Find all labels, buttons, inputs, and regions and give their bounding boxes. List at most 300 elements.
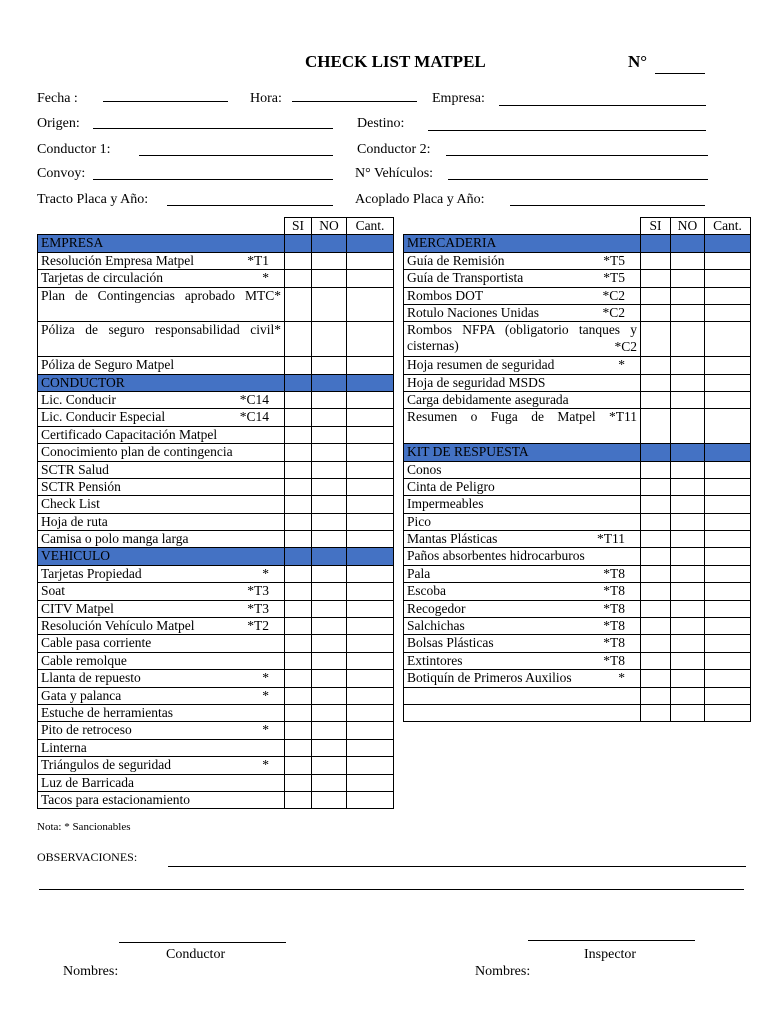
si-checkbox-cell[interactable] (641, 478, 671, 495)
item-cell (38, 426, 285, 443)
item-label: Pito de retroceso (41, 722, 132, 738)
si-checkbox-cell[interactable] (285, 461, 312, 478)
si-checkbox-cell[interactable] (285, 757, 312, 774)
no-checkbox-cell[interactable] (312, 270, 347, 287)
cant-input-cell[interactable] (705, 252, 751, 269)
no-checkbox-cell[interactable] (671, 565, 705, 582)
nota-text: Nota: * Sancionables (37, 821, 131, 833)
cant-input-cell[interactable] (705, 391, 751, 408)
item-label: Escoba (407, 583, 446, 599)
si-checkbox-cell[interactable] (641, 304, 671, 321)
cant-input-cell[interactable] (347, 635, 394, 652)
no-checkbox-cell[interactable] (312, 444, 347, 461)
item-code: * (618, 357, 625, 373)
item-label: Soat (41, 583, 66, 599)
table-row (38, 270, 394, 287)
conductor-signature-line[interactable] (119, 942, 286, 943)
table-row (404, 357, 751, 374)
si-checkbox-cell[interactable] (285, 409, 312, 426)
item-label: Carga debidamente asegurada (407, 391, 569, 407)
cant-input-cell[interactable] (705, 583, 751, 600)
item-cell (38, 757, 285, 774)
section-cell (705, 235, 751, 252)
table-row (38, 687, 394, 704)
item-cell (404, 287, 641, 304)
item-cell (38, 600, 285, 617)
table-row (404, 670, 751, 687)
item-label: Plan de Contingencias aprobado MTC* (41, 287, 281, 303)
vehiculos-field[interactable] (448, 179, 708, 180)
table-row (404, 652, 751, 669)
no-checkbox-cell[interactable] (312, 461, 347, 478)
no-checkbox-cell[interactable] (312, 565, 347, 582)
no-checkbox-cell[interactable] (312, 757, 347, 774)
tracto-field[interactable] (167, 205, 333, 206)
cant-input-cell[interactable] (347, 357, 394, 374)
si-checkbox-cell[interactable] (641, 357, 671, 374)
section-cell (671, 444, 705, 461)
si-checkbox-cell[interactable] (285, 270, 312, 287)
item-cell (38, 513, 285, 530)
section-cell (641, 444, 671, 461)
no-checkbox-cell[interactable] (312, 600, 347, 617)
no-checkbox-cell[interactable] (671, 409, 705, 444)
cant-input-cell[interactable] (347, 270, 394, 287)
cant-input-cell[interactable] (705, 357, 751, 374)
item-label: Tarjetas Propiedad (41, 565, 142, 581)
item-cell (404, 618, 641, 635)
item-cell (38, 322, 285, 357)
no-checkbox-cell[interactable] (671, 287, 705, 304)
no-checkbox-cell[interactable] (312, 252, 347, 269)
table-row (38, 600, 394, 617)
no-checkbox-cell[interactable] (312, 513, 347, 530)
si-checkbox-cell[interactable] (641, 322, 671, 357)
cant-input-cell[interactable] (705, 618, 751, 635)
si-checkbox-cell[interactable] (285, 322, 312, 357)
item-label: Conocimiento plan de contingencia (41, 444, 233, 460)
cant-input-cell[interactable] (347, 426, 394, 443)
cant-input-cell[interactable] (347, 791, 394, 808)
si-checkbox-cell[interactable] (641, 548, 671, 565)
si-checkbox-cell[interactable] (641, 461, 671, 478)
table-row (38, 670, 394, 687)
item-code: *C2 (602, 287, 625, 303)
si-checkbox-cell[interactable] (641, 635, 671, 652)
fecha-field[interactable] (103, 101, 228, 102)
no-checkbox-cell[interactable] (671, 652, 705, 669)
no-checkbox-cell[interactable] (671, 252, 705, 269)
conductor1-field[interactable] (139, 155, 333, 156)
si-checkbox-cell[interactable] (285, 652, 312, 669)
item-code: *T3 (247, 600, 269, 616)
si-checkbox-cell[interactable] (641, 270, 671, 287)
item-label: Pico (407, 513, 432, 529)
item-cell (404, 409, 641, 444)
no-checkbox-cell[interactable] (312, 391, 347, 408)
cant-input-cell[interactable] (705, 704, 751, 721)
si-checkbox-cell[interactable] (641, 409, 671, 444)
si-checkbox-cell[interactable] (641, 391, 671, 408)
column-header-si: SI (285, 218, 312, 235)
table-row (38, 322, 394, 357)
si-checkbox-cell[interactable] (285, 565, 312, 582)
item-label: Póliza de seguro responsabilidad civil* (41, 322, 281, 338)
checklist-table-right (403, 217, 751, 722)
no-checkbox-cell[interactable] (671, 635, 705, 652)
section-title: KIT DE RESPUESTA (404, 444, 641, 461)
no-checkbox-cell[interactable] (671, 270, 705, 287)
si-checkbox-cell[interactable] (285, 391, 312, 408)
si-checkbox-cell[interactable] (285, 704, 312, 721)
cant-input-cell[interactable] (347, 322, 394, 357)
acoplado-field[interactable] (510, 205, 705, 206)
item-cell (404, 391, 641, 408)
si-checkbox-cell[interactable] (641, 531, 671, 548)
no-checkbox-cell[interactable] (671, 548, 705, 565)
si-checkbox-cell[interactable] (285, 739, 312, 756)
item-code: *C14 (239, 409, 269, 425)
item-code: *T8 (603, 635, 625, 651)
table-row (38, 791, 394, 808)
item-cell (404, 583, 641, 600)
table-row (404, 531, 751, 548)
si-checkbox-cell[interactable] (285, 252, 312, 269)
item-label: Check List (41, 496, 100, 512)
observaciones-label: OBSERVACIONES: (37, 850, 138, 864)
si-checkbox-cell[interactable] (285, 687, 312, 704)
item-label: Cable pasa corriente (41, 635, 152, 651)
item-label: Cinta de Peligro (407, 478, 495, 494)
item-cell (404, 478, 641, 495)
column-header-cant: Cant. (347, 218, 394, 235)
no-checkbox-cell[interactable] (312, 322, 347, 357)
cant-input-cell[interactable] (347, 739, 394, 756)
si-checkbox-cell[interactable] (641, 670, 671, 687)
cant-input-cell[interactable] (705, 531, 751, 548)
cant-input-cell[interactable] (347, 600, 394, 617)
cant-input-cell[interactable] (347, 757, 394, 774)
no-checkbox-cell[interactable] (312, 652, 347, 669)
cant-input-cell[interactable] (347, 252, 394, 269)
no-checkbox-cell[interactable] (312, 687, 347, 704)
item-cell (404, 357, 641, 374)
item-code: *T8 (603, 565, 625, 581)
table-row (38, 635, 394, 652)
item-label: Guía de Transportista (407, 270, 524, 286)
cant-input-cell[interactable] (705, 652, 751, 669)
cant-input-cell[interactable] (347, 704, 394, 721)
table-row (38, 391, 394, 408)
si-checkbox-cell[interactable] (285, 287, 312, 322)
table-row (404, 687, 751, 704)
item-cell (38, 791, 285, 808)
no-checkbox-cell[interactable] (312, 287, 347, 322)
si-checkbox-cell[interactable] (641, 252, 671, 269)
table-row (404, 565, 751, 582)
table-row (404, 409, 751, 444)
item-label: Rotulo Naciones Unidas (407, 304, 539, 320)
si-checkbox-cell[interactable] (285, 635, 312, 652)
table-row (404, 618, 751, 635)
inspector-signature-line[interactable] (528, 940, 695, 941)
cant-input-cell[interactable] (347, 652, 394, 669)
item-cell (38, 391, 285, 408)
item-cell (38, 774, 285, 791)
si-checkbox-cell[interactable] (285, 496, 312, 513)
item-label: Camisa o polo manga larga (41, 531, 189, 547)
si-checkbox-cell[interactable] (641, 583, 671, 600)
no-checkbox-cell[interactable] (671, 687, 705, 704)
no-checkbox-cell[interactable] (671, 357, 705, 374)
item-cell (404, 704, 641, 721)
si-checkbox-cell[interactable] (641, 287, 671, 304)
si-checkbox-cell[interactable] (285, 357, 312, 374)
item-label: Certificado Capacitación Matpel (41, 426, 218, 442)
no-checkbox-cell[interactable] (312, 722, 347, 739)
conductor1-label: Conductor 1: (37, 142, 111, 157)
section-cell (705, 444, 751, 461)
cant-input-cell[interactable] (347, 409, 394, 426)
no-checkbox-cell[interactable] (671, 496, 705, 513)
table-row (38, 496, 394, 513)
cant-input-cell[interactable] (347, 583, 394, 600)
no-checkbox-cell[interactable] (671, 322, 705, 357)
si-checkbox-cell[interactable] (285, 513, 312, 530)
section-cell (312, 374, 347, 391)
section-cell (347, 548, 394, 565)
no-checkbox-cell[interactable] (312, 531, 347, 548)
number-field[interactable] (655, 73, 705, 74)
no-checkbox-cell[interactable] (671, 583, 705, 600)
si-checkbox-cell[interactable] (285, 670, 312, 687)
cant-input-cell[interactable] (347, 565, 394, 582)
si-checkbox-cell[interactable] (285, 791, 312, 808)
si-checkbox-cell[interactable] (285, 600, 312, 617)
table-row (38, 478, 394, 495)
item-code: * (262, 670, 269, 686)
si-checkbox-cell[interactable] (641, 565, 671, 582)
checklist-table-left (37, 217, 394, 809)
cant-input-cell[interactable] (347, 478, 394, 495)
si-checkbox-cell[interactable] (641, 496, 671, 513)
table-row (404, 270, 751, 287)
destino-field[interactable] (428, 130, 706, 131)
cant-input-cell[interactable] (705, 374, 751, 391)
no-checkbox-cell[interactable] (312, 791, 347, 808)
item-cell (38, 270, 285, 287)
no-checkbox-cell[interactable] (671, 374, 705, 391)
table-row (404, 513, 751, 530)
item-cell (404, 600, 641, 617)
no-checkbox-cell[interactable] (312, 618, 347, 635)
no-checkbox-cell[interactable] (312, 704, 347, 721)
si-checkbox-cell[interactable] (285, 531, 312, 548)
cant-input-cell[interactable] (705, 304, 751, 321)
table-row (404, 391, 751, 408)
no-checkbox-cell[interactable] (312, 426, 347, 443)
si-checkbox-cell[interactable] (641, 704, 671, 721)
page-title: CHECK LIST MATPEL (305, 52, 486, 71)
no-checkbox-cell[interactable] (312, 774, 347, 791)
no-checkbox-cell[interactable] (671, 391, 705, 408)
item-code: * (262, 687, 269, 703)
section-title: VEHICULO (38, 548, 285, 565)
item-code: *C2 (602, 304, 625, 320)
table-row (38, 565, 394, 582)
item-cell (38, 722, 285, 739)
si-checkbox-cell[interactable] (641, 513, 671, 530)
observaciones-line-2[interactable] (39, 889, 744, 890)
cant-input-cell[interactable] (347, 496, 394, 513)
section-cell (285, 374, 312, 391)
cant-input-cell[interactable] (347, 670, 394, 687)
cant-input-cell[interactable] (347, 287, 394, 322)
section-cell (285, 548, 312, 565)
table-row (38, 774, 394, 791)
cant-input-cell[interactable] (705, 548, 751, 565)
item-label: Hoja de seguridad MSDS (407, 374, 546, 390)
si-checkbox-cell[interactable] (285, 722, 312, 739)
hora-label: Hora: (250, 91, 282, 106)
section-cell (312, 548, 347, 565)
no-checkbox-cell[interactable] (671, 513, 705, 530)
cant-input-cell[interactable] (705, 635, 751, 652)
table-row (38, 426, 394, 443)
cant-input-cell[interactable] (705, 270, 751, 287)
item-label: Luz de Barricada (41, 774, 134, 790)
item-label: Gata y palanca (41, 687, 122, 703)
column-header-si: SI (641, 218, 671, 235)
table-row (38, 739, 394, 756)
item-code: *T5 (603, 270, 625, 286)
acoplado-label: Acoplado Placa y Año: (355, 192, 485, 207)
table-row (404, 287, 751, 304)
si-checkbox-cell[interactable] (285, 618, 312, 635)
no-checkbox-cell[interactable] (312, 670, 347, 687)
si-checkbox-cell[interactable] (285, 426, 312, 443)
no-checkbox-cell[interactable] (312, 496, 347, 513)
cant-input-cell[interactable] (705, 322, 751, 357)
no-checkbox-cell[interactable] (671, 531, 705, 548)
section-cell (641, 235, 671, 252)
item-label: SCTR Pensión (41, 478, 121, 494)
no-checkbox-cell[interactable] (312, 478, 347, 495)
table-row (404, 374, 751, 391)
table-row (404, 496, 751, 513)
item-code: *T2 (247, 618, 269, 634)
convoy-field[interactable] (93, 179, 333, 180)
item-code: *T5 (603, 252, 625, 268)
cant-input-cell[interactable] (705, 670, 751, 687)
item-code: *T8 (603, 600, 625, 616)
cant-input-cell[interactable] (347, 722, 394, 739)
si-checkbox-cell[interactable] (641, 687, 671, 704)
cant-input-cell[interactable] (705, 287, 751, 304)
item-cell (38, 583, 285, 600)
no-checkbox-cell[interactable] (671, 704, 705, 721)
si-checkbox-cell[interactable] (641, 618, 671, 635)
no-checkbox-cell[interactable] (312, 409, 347, 426)
section-cell (312, 235, 347, 252)
cant-input-cell[interactable] (705, 478, 751, 495)
no-checkbox-cell[interactable] (671, 670, 705, 687)
cant-input-cell[interactable] (347, 391, 394, 408)
item-cell (404, 531, 641, 548)
item-cell (38, 409, 285, 426)
cant-input-cell[interactable] (705, 687, 751, 704)
item-label: Resolución Empresa Matpel (41, 252, 194, 268)
cant-input-cell[interactable] (347, 618, 394, 635)
item-cell (38, 496, 285, 513)
cant-input-cell[interactable] (347, 774, 394, 791)
conductor-nombres-label: Nombres: (63, 964, 119, 979)
si-checkbox-cell[interactable] (641, 374, 671, 391)
item-label: Resumen o Fuga de Matpel *T11 (407, 409, 637, 425)
cant-input-cell[interactable] (347, 531, 394, 548)
section-row (404, 235, 751, 252)
cant-input-cell[interactable] (705, 513, 751, 530)
no-checkbox-cell[interactable] (671, 600, 705, 617)
cant-input-cell[interactable] (705, 600, 751, 617)
item-label: Extintores (407, 652, 463, 668)
section-row (38, 374, 394, 391)
no-checkbox-cell[interactable] (312, 357, 347, 374)
observaciones-line-1[interactable] (168, 866, 746, 867)
cant-input-cell[interactable] (705, 461, 751, 478)
cant-input-cell[interactable] (347, 687, 394, 704)
no-checkbox-cell[interactable] (312, 739, 347, 756)
no-checkbox-cell[interactable] (671, 478, 705, 495)
table-row (404, 583, 751, 600)
item-code: *T8 (603, 652, 625, 668)
cant-input-cell[interactable] (347, 513, 394, 530)
cant-input-cell[interactable] (347, 444, 394, 461)
empresa-field[interactable] (499, 105, 706, 106)
item-label: Guía de Remisión (407, 252, 505, 268)
si-checkbox-cell[interactable] (285, 583, 312, 600)
cant-input-cell[interactable] (705, 409, 751, 444)
si-checkbox-cell[interactable] (285, 444, 312, 461)
item-code: *C14 (239, 391, 269, 407)
hora-field[interactable] (292, 101, 417, 102)
no-checkbox-cell[interactable] (671, 618, 705, 635)
section-row (38, 235, 394, 252)
cant-input-cell[interactable] (347, 461, 394, 478)
item-cell (404, 513, 641, 530)
si-checkbox-cell[interactable] (285, 774, 312, 791)
conductor2-field[interactable] (446, 155, 708, 156)
item-cell (38, 565, 285, 582)
si-checkbox-cell[interactable] (641, 652, 671, 669)
table-row (404, 304, 751, 321)
item-label: Triángulos de seguridad (41, 757, 171, 773)
si-checkbox-cell[interactable] (285, 478, 312, 495)
si-checkbox-cell[interactable] (641, 600, 671, 617)
no-checkbox-cell[interactable] (312, 635, 347, 652)
cant-input-cell[interactable] (705, 496, 751, 513)
no-checkbox-cell[interactable] (671, 304, 705, 321)
no-checkbox-cell[interactable] (312, 583, 347, 600)
item-label: Salchichas (407, 618, 465, 634)
item-cell (404, 304, 641, 321)
no-checkbox-cell[interactable] (671, 461, 705, 478)
origen-field[interactable] (93, 128, 333, 129)
table-row (404, 252, 751, 269)
cant-input-cell[interactable] (705, 565, 751, 582)
table-row (404, 478, 751, 495)
item-label: Bolsas Plásticas (407, 635, 494, 651)
